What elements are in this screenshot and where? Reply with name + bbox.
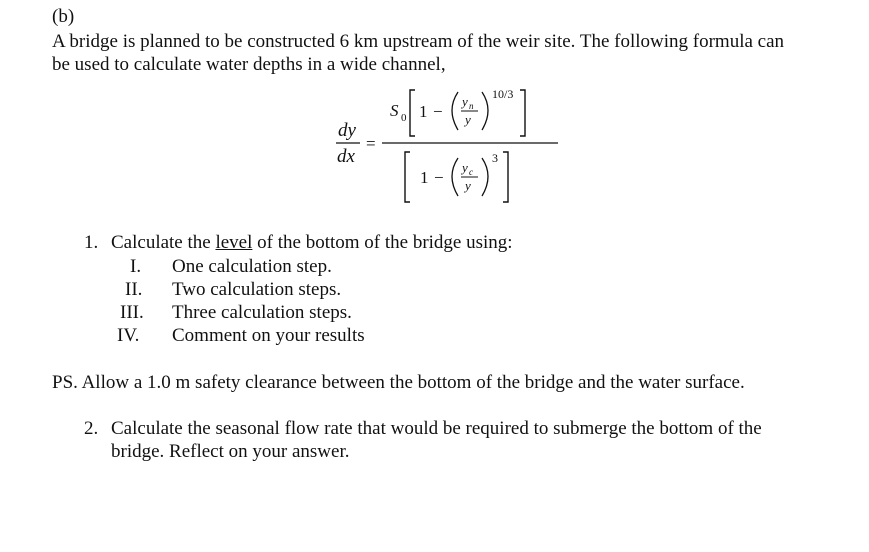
formula-num-right-bracket <box>520 90 525 136</box>
water-depth-formula <box>320 78 580 208</box>
formula-yn-subscript: n <box>469 101 474 111</box>
sub-item-text: Comment on your results <box>172 325 365 346</box>
formula-num-minus: − <box>433 102 443 121</box>
question-1-text <box>111 232 513 254</box>
formula-exponent-3: 3 <box>492 151 498 165</box>
formula-den-right-paren <box>482 158 488 196</box>
formula-yn: y <box>462 94 468 109</box>
formula-yc-subscript: c <box>469 167 473 177</box>
sub-item-numeral: II. <box>125 279 143 300</box>
formula-yc: y <box>462 160 468 175</box>
sub-item-text: Two calculation steps. <box>172 279 342 300</box>
question-1-text-before: Calculate the <box>111 232 216 253</box>
question-2-number: 2. <box>84 418 99 439</box>
formula-den-left-bracket <box>405 152 410 202</box>
formula-equals: = <box>366 134 376 153</box>
question-2-line-1: Calculate the seasonal flow rate that would be required to submerge the bottom of the <box>111 418 762 439</box>
formula-num-y: y <box>465 112 471 127</box>
formula-num-left-bracket <box>410 90 415 136</box>
question-2-line-2: bridge. Reflect on your answer. <box>111 441 350 462</box>
formula-num-left-paren <box>452 92 458 130</box>
formula-den-left-paren <box>452 158 458 196</box>
sub-item-numeral: IV. <box>117 325 140 346</box>
formula-dy: dy <box>338 120 356 141</box>
formula-den-y: y <box>465 178 471 193</box>
formula-den-minus: − <box>434 168 444 187</box>
ps-note: PS. Allow a 1.0 m safety clearance between the bottom of the bridge and the water surface. <box>52 372 745 393</box>
question-1-text-underlined: level <box>215 232 253 253</box>
formula-graphic <box>320 78 580 208</box>
section-label: (b) <box>52 6 75 27</box>
formula-den-right-bracket <box>503 152 508 202</box>
intro-line-1: A bridge is planned to be constructed 6 km upstream of the weir site. The following formula can <box>52 31 785 52</box>
formula-s-subscript: 0 <box>401 112 407 124</box>
formula-num-right-paren <box>482 92 488 130</box>
formula-den-one: 1 <box>420 168 429 187</box>
question-1-text-after: of the bottom of the bridge using: <box>252 232 513 253</box>
question-1-number: 1. <box>84 232 99 253</box>
sub-item-text: Three calculation steps. <box>172 302 352 323</box>
sub-item-numeral: III. <box>120 302 144 323</box>
formula-s: S <box>390 101 399 120</box>
sub-item-numeral: I. <box>130 256 142 277</box>
intro-line-2: be used to calculate water depths in a wide channel, <box>52 54 446 75</box>
formula-exponent-10-3: 10/3 <box>492 87 514 101</box>
sub-item-text: One calculation step. <box>172 256 332 277</box>
formula-dx: dx <box>337 146 355 167</box>
formula-num-one: 1 <box>419 102 428 121</box>
